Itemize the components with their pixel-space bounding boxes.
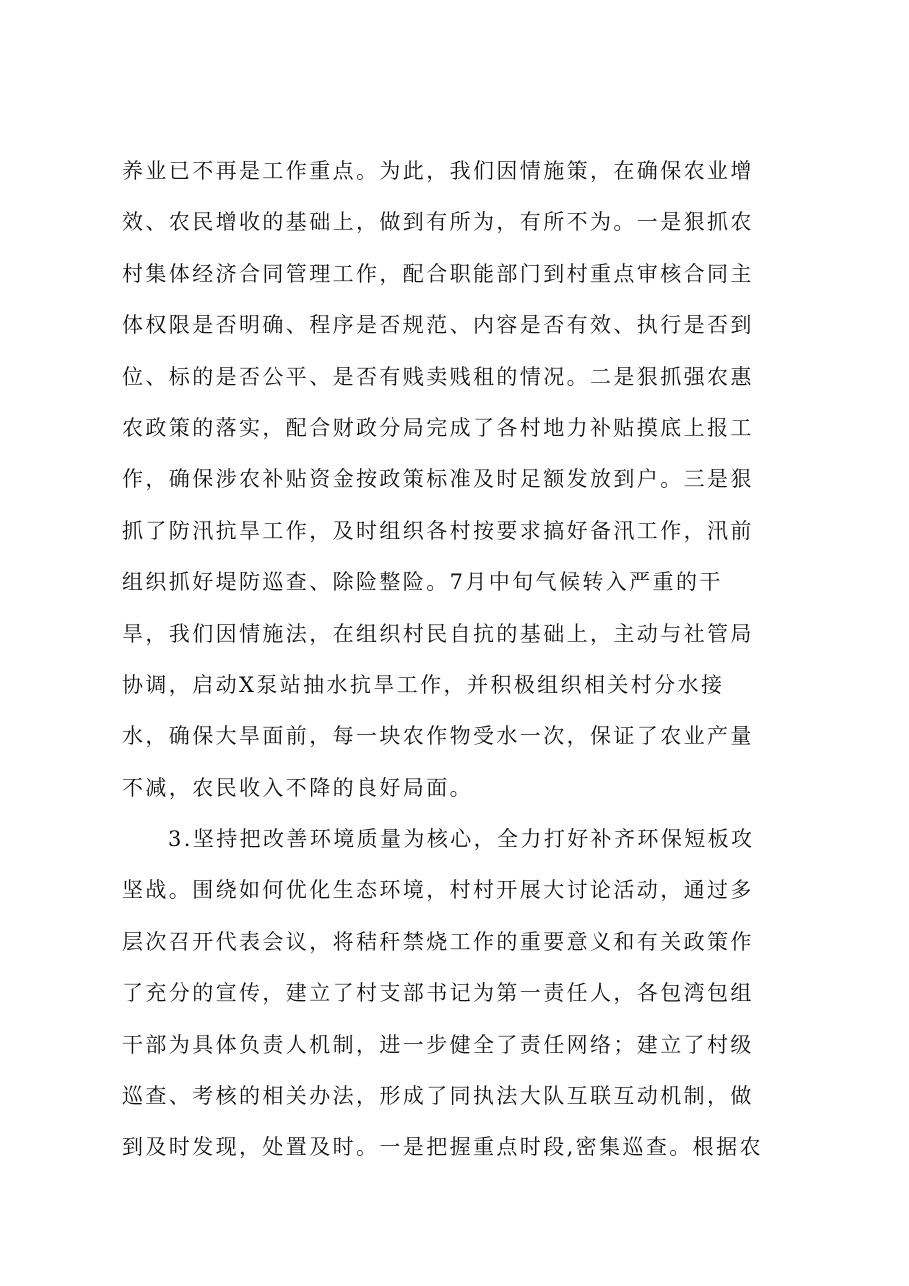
text-line: 干部为具体负责人机制，进一步健全了责任网络；建立了村级 (122, 1032, 754, 1057)
text-line: 体权限是否明确、程序是否规范、内容是否有效、执行是否到 (122, 313, 754, 338)
document-body (122, 146, 802, 1174)
text-line: 作，确保涉农补贴资金按政策标准及时足额发放到户。三是狠 (122, 467, 754, 492)
text-line: 巡查、考核的相关办法，形成了同执法大队互联互动机制，做 (122, 1084, 754, 1109)
text-line: 层次召开代表会议，将秸秆禁烧工作的重要意义和有关政策作 (122, 929, 754, 954)
paragraph-agriculture (122, 146, 802, 814)
text-line: 位、标的是否公平、是否有贱卖贱租的情况。二是狠抓强农惠 (122, 364, 754, 389)
text-line: 不减，农民收入不降的良好局面。 (122, 775, 473, 800)
text-line: 坚战。围绕如何优化生态环境，村村开展大讨论活动，通过多 (122, 878, 754, 903)
text-line: 养业已不再是工作重点。为此，我们因情施策，在确保农业增 (122, 159, 754, 183)
text-line: 组织抓好堤防巡查、除险整险。7月中旬气候转入严重的干 (122, 570, 723, 595)
text-line: 村集体经济合同管理工作，配合职能部门到村重点审核合同主 (122, 261, 754, 286)
text-line: 了充分的宣传，建立了村支部书记为第一责任人，各包湾包组 (122, 981, 754, 1006)
text-line: 协调，启动X泵站抽水抗旱工作，并积极组织相关村分水接 (122, 672, 725, 697)
paragraph-environment (122, 814, 802, 1174)
text-line: 效、农民增收的基础上，做到有所为，有所不为。一是狠抓农 (122, 210, 754, 235)
text-line: 3.坚持把改善环境质量为核心，全力打好补齐环保短板攻 (168, 827, 755, 852)
text-line: 到及时发现，处置及时。一是把握重点时段,密集巡查。根据农 (122, 1135, 763, 1160)
text-line: 旱，我们因情施法，在组织村民自抗的基础上，主动与社管局 (122, 621, 754, 646)
text-line: 抓了防汛抗旱工作，及时组织各村按要求搞好备汛工作，汛前 (122, 518, 754, 543)
text-line: 水，确保大旱面前，每一块农作物受水一次，保证了农业产量 (122, 724, 754, 749)
text-line: 农政策的落实，配合财政分局完成了各村地力补贴摸底上报工 (122, 415, 754, 440)
